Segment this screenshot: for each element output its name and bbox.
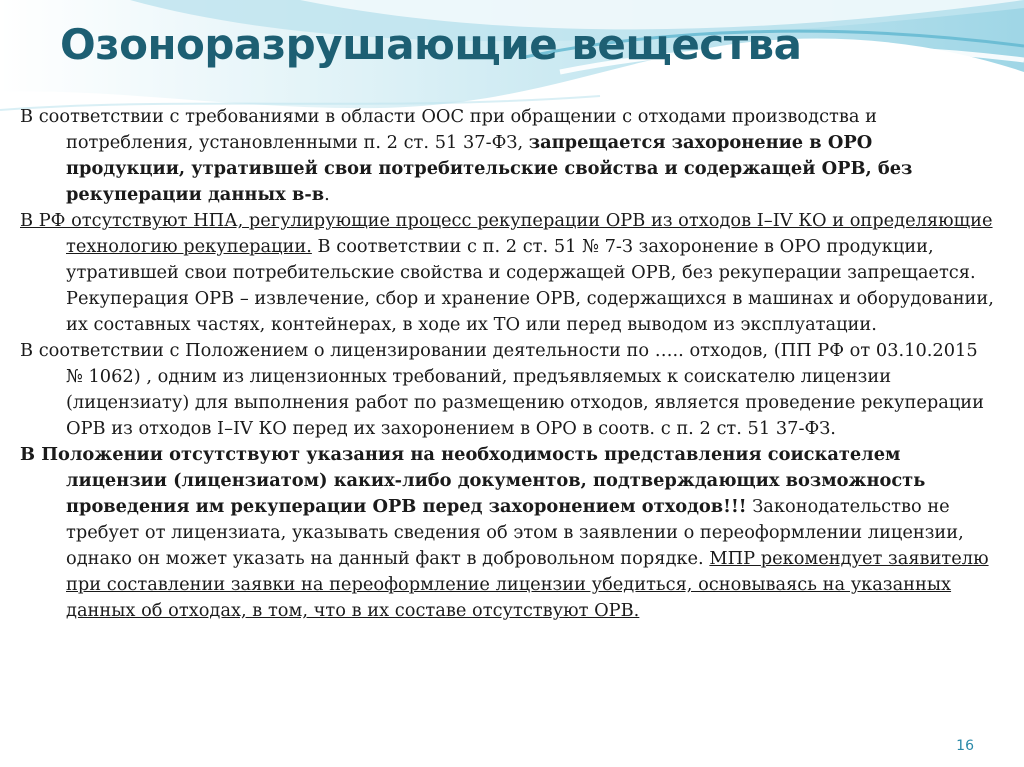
paragraph-3-text: В соответствии с Положением о лицензировании деятельности по ….. отходов, (ПП РФ от 03.10.2015 № 1062) , одним из лицензионных требований, предъявляемых к соискателю лицензии (лицензиату) для выполнения работ по размещению отходов, является проведение рекуперации ОРВ из отходов I–IV КО перед их захоронением в ОРО в соотв. с п. 2 ст. 51 37-ФЗ. <box>20 340 984 439</box>
paragraph-2 <box>20 208 995 338</box>
slide-title: Озоноразрушающие вещества <box>60 20 802 69</box>
paragraph-4-text: Законодательство не требует от лицензиата, указывать сведения об этом в заявлении о переоформлении лицензии, однако он может указать на данный факт в добровольном порядке. <box>66 496 964 569</box>
paragraph-1-bold-text: запрещается захоронение в ОРО продукции, утратившей свои потребительские свойства и содержащей ОРВ, без рекуперации данных в-в <box>66 132 913 205</box>
paragraph-2-underlined-text: В РФ отсутствуют НПА, регулирующие процесс рекуперации ОРВ из отходов I–IV КО и определяющие технологию рекуперации. <box>20 210 993 257</box>
paragraph-2-text: В соответствии с п. 2 ст. 51 № 7-З захоронение в ОРО продукции, утратившей свои потребительские свойства и содержащей ОРВ, без рекуперации запрещается. Рекуперация ОРВ – извлечение, сбор и хранение ОРВ, содержащихся в машинах и оборудовании, их составных частях, контейнерах, в ходе их ТО или перед выводом из эксплуатации. <box>66 236 994 335</box>
paragraph-4-bold-text: В Положении отсутствуют указания на необходимость представления соискателем лицензии (лицензиатом) каких-либо документов, подтверждающих возможность проведения им рекуперации ОРВ перед захоронением отходов!!! <box>20 444 926 517</box>
paragraph-1-end: . <box>324 184 330 205</box>
paragraph-4-underlined-text: МПР рекомендует заявителю при составлении заявки на переоформление лицензии убедиться, основываясь на указанных данных об отходах, в том, что в их составе отсутствуют ОРВ. <box>66 548 989 621</box>
paragraph-3 <box>20 338 995 442</box>
paragraph-1 <box>20 104 995 208</box>
slide-body <box>20 104 995 624</box>
paragraph-4 <box>20 442 995 624</box>
paragraph-1-text: В соответствии с требованиями в области ООС при обращении с отходами производства и потребления, установленными п. 2 ст. 51 37-ФЗ, <box>20 106 877 153</box>
page-number: 16 <box>956 738 974 754</box>
